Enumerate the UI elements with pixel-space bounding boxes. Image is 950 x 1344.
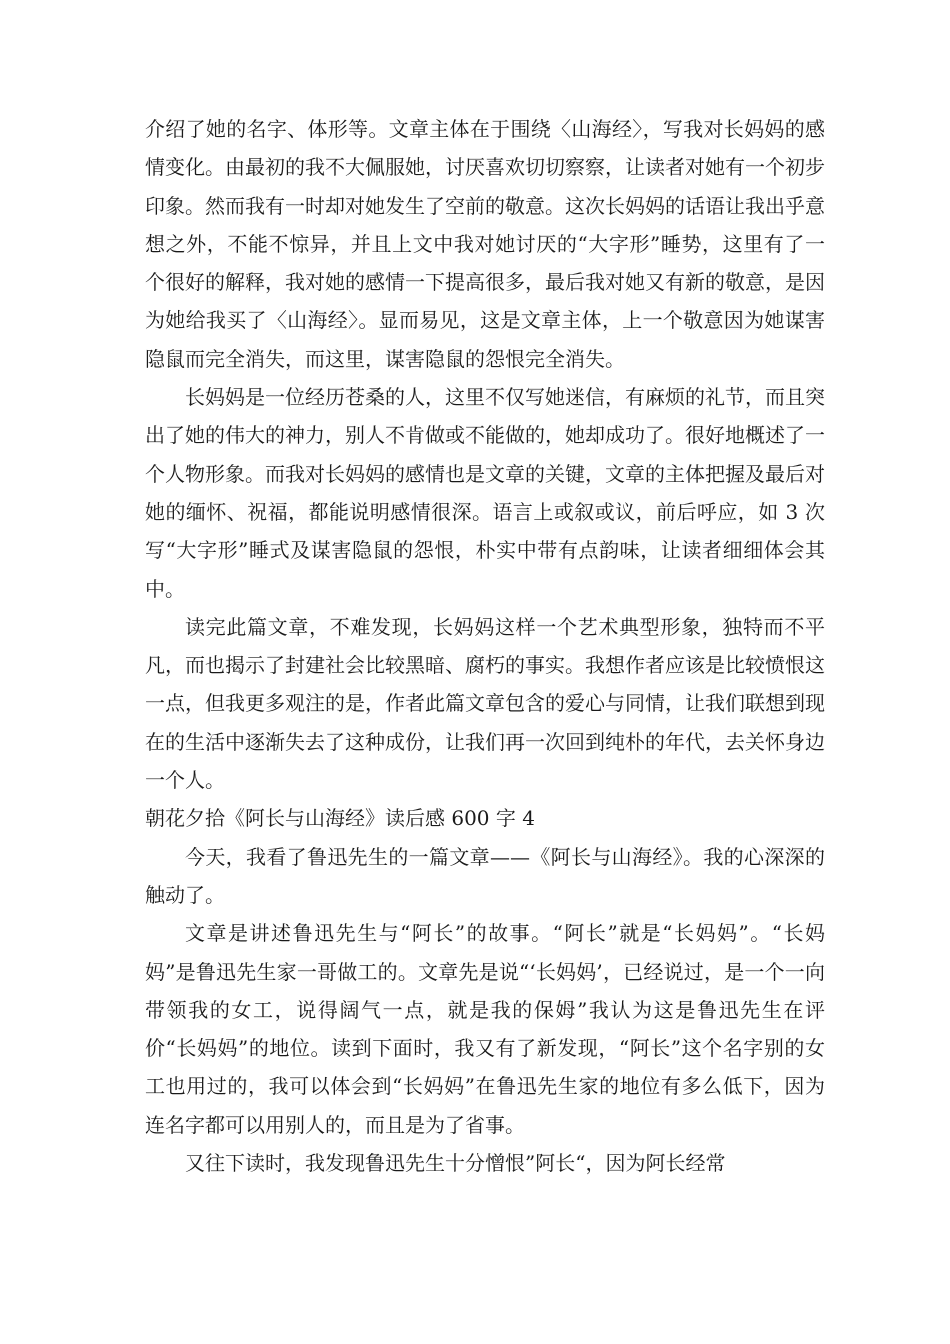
paragraph-character-analysis: 长妈妈是一位经历苍桑的人，这里不仅写她迷信，有麻烦的礼节，而且突出了她的伟大的神力，别人不肯做或不能做的，她却成功了。很好地概述了一个人物形象。而我对长妈妈的感情也是文章的关键，文章的主体把握及最后对她的缅怀、祝福，都能说明感情很深。语言上或叙或议，前后呼应，如 3 次写“大字形”睡式及谋害隐鼠的怨恨，朴实中带有点韵味，让读者细细体会其中。 [145,385,825,601]
paragraph-story: 文章是讲述鲁迅先生与“阿长”的故事。“阿长”就是“长妈妈”。“长妈妈”是鲁迅先生家一哥做工的。文章先是说“‘长妈妈’，已经说过，是一个一向带领我的女工，说得阔气一点，就是我的保姆”我认为这是鲁迅先生在评价“长妈妈”的地位。读到下面时，我又有了新发现，“阿长”这个名字别的女工也用过的，我可以体会到“长妈妈”在鲁迅先生家的地位有多么低下，因为连名字都可以用别人的，而且是为了省事。 [145,921,825,1137]
paragraph-continuation: 介绍了她的名字、体形等。文章主体在于围绕〈山海经〉，写我对长妈妈的感情变化。由最初的我不大佩服她，讨厌喜欢切切察察，让读者对她有一个初步印象。然而我有一时却对她发生了空前的敬意。这次长妈妈的话语让我出乎意想之外，不能不惊异，并且上文中我对她讨厌的“大字形”睡势，这里有了一个很好的解释，我对她的感情一下提高很多，最后我对她又有新的敬意，是因为她给我买了〈山海经〉。显而易见，这是文章主体，上一个敬意因为她谋害隐鼠而完全消失，而这里，谋害隐鼠的怨恨完全消失。 [145,117,825,371]
document-page [145,110,825,1182]
paragraph-intro: 今天，我看了鲁迅先生的一篇文章——《阿长与山海经》。我的心深深的触动了。 [145,844,825,907]
section-heading: 朝花夕拾《阿长与山海经》读后感 600 字 4 [145,806,535,831]
paragraph-conclusion: 读完此篇文章，不难发现，长妈妈这样一个艺术典型形象，独特而不平凡，而也揭示了封建社会比较黑暗、腐朽的事实。我想作者应该是比较愤恨这一点，但我更多观注的是，作者此篇文章包含的爱心与同情，让我们联想到现在的生活中逐渐失去了这种成份，让我们再一次回到纯朴的年代，去关怀身边一个人。 [145,614,825,793]
paragraph-truncated: 又往下读时，我发现鲁迅先生十分憎恨”阿长“，因为阿长经常 [185,1151,726,1176]
